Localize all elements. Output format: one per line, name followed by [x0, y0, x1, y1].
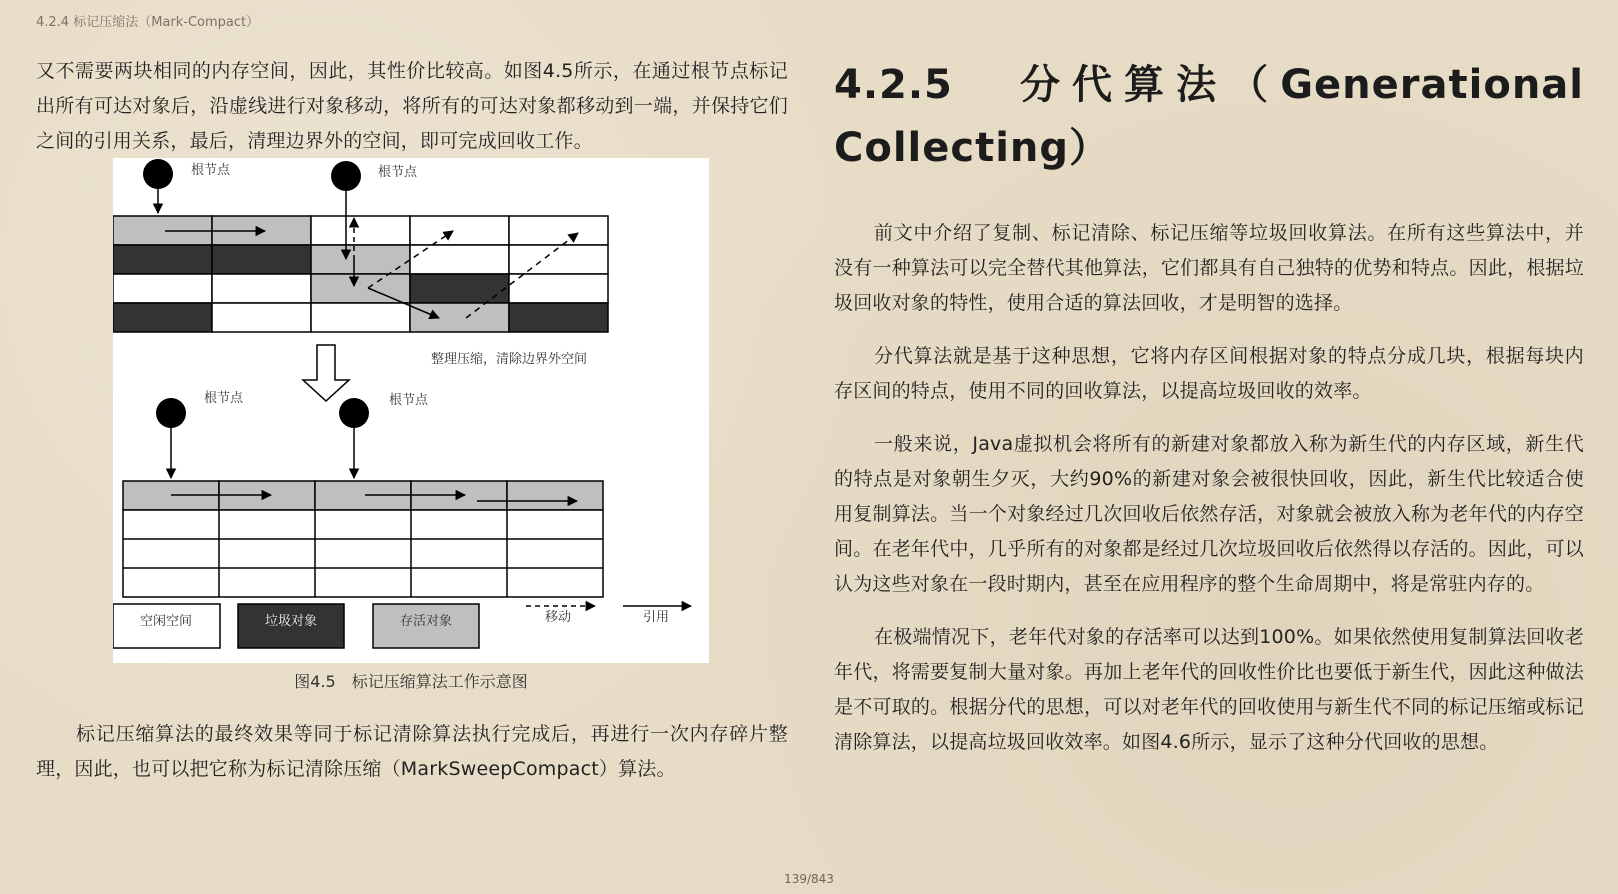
- compact-note: 整理压缩，清除边界外空间: [431, 351, 588, 366]
- section-number: 4.2.5: [834, 62, 953, 108]
- figure-4-5: [113, 158, 709, 663]
- right-paragraph: 前文中介绍了复制、标记清除、标记压缩等垃圾回收算法。在所有这些算法中，并没有一种算法可以完全替代其他算法，它们都具有自己独特的优势和特点。因此，根据垃圾回收对象的特性，使用合适的算法回收，才是明智的选择。: [834, 222, 1584, 314]
- root-node-icon: [156, 398, 186, 428]
- legend-free-label: 空闲空间: [139, 613, 193, 628]
- right-paragraph: 一般来说，Java虚拟机会将所有的新建对象都放入称为新生代的内存区域，新生代的特点是对象朝生夕灭，大约90%的新建对象会被很快回收，因此，新生代比较适合使用复制算法。当一个对象经过几次回收后依然存活，对象就会被放入称为老年代的内存空间。在老年代中，几乎所有的对象都是经过几次垃圾回收后依然得以存活的。因此，可以认为这些对象在一段时期内，甚至在应用程序的整个生命周期中，将是常驻内存的。: [834, 433, 1584, 595]
- root-label: 根节点: [389, 392, 429, 407]
- page-number: 139/843: [784, 872, 834, 886]
- root-node-icon: [143, 159, 173, 189]
- root-node-icon: [331, 161, 361, 191]
- root-label: 根节点: [378, 164, 418, 179]
- left-paragraph-1: 又不需要两块相同的内存空间，因此，其性价比较高。如图4.5所示，在通过根节点标记出所有可达对象后，沿虚线进行对象移动，将所有的可达对象都移动到一端，并保持它们之间的引用关系，最后，清理边界外的空间，即可完成回收工作。: [36, 60, 788, 152]
- mark-compact-diagram: [113, 158, 709, 663]
- section-heading: [834, 54, 1584, 180]
- root-label: 根节点: [191, 162, 231, 177]
- legend-move-label: 移动: [544, 609, 572, 624]
- left-paragraph-2: 标记压缩算法的最终效果等同于标记清除算法执行完成后，再进行一次内存碎片整理，因此，也可以把它称为标记清除压缩（MarkSweepCompact）算法。: [36, 723, 788, 780]
- running-header: 4.2.4 标记压缩法（Mark-Compact）: [36, 15, 260, 30]
- right-paragraph: 在极端情况下，老年代对象的存活率可以达到100%。如果依然使用复制算法回收老年代，将需要复制大量对象。再加上老年代的回收性价比也要低于新生代，因此这种做法是不可取的。根据分代的思想，可以对老年代的回收使用与新生代不同的标记压缩或标记清除算法，以提高垃圾回收效率。如图4.6所示，显示了这种分代回收的思想。: [834, 626, 1584, 753]
- section-title: 分代算法（Generational Collecting）: [834, 62, 1584, 171]
- right-paragraph: 分代算法就是基于这种思想，它将内存区间根据对象的特点分成几块，根据每块内存区间的特点，使用不同的回收算法，以提高垃圾回收的效率。: [834, 345, 1584, 402]
- left-column-continued: [36, 717, 788, 787]
- legend-ref-label: 引用: [642, 609, 670, 624]
- figure-caption: 图4.5 标记压缩算法工作示意图: [294, 672, 528, 691]
- legend-garbage-label: 垃圾对象: [264, 613, 318, 628]
- root-label: 根节点: [204, 390, 244, 405]
- left-column: [36, 54, 788, 159]
- root-node-icon: [339, 398, 369, 428]
- right-column: [834, 54, 1584, 778]
- legend-live-label: 存活对象: [399, 613, 453, 628]
